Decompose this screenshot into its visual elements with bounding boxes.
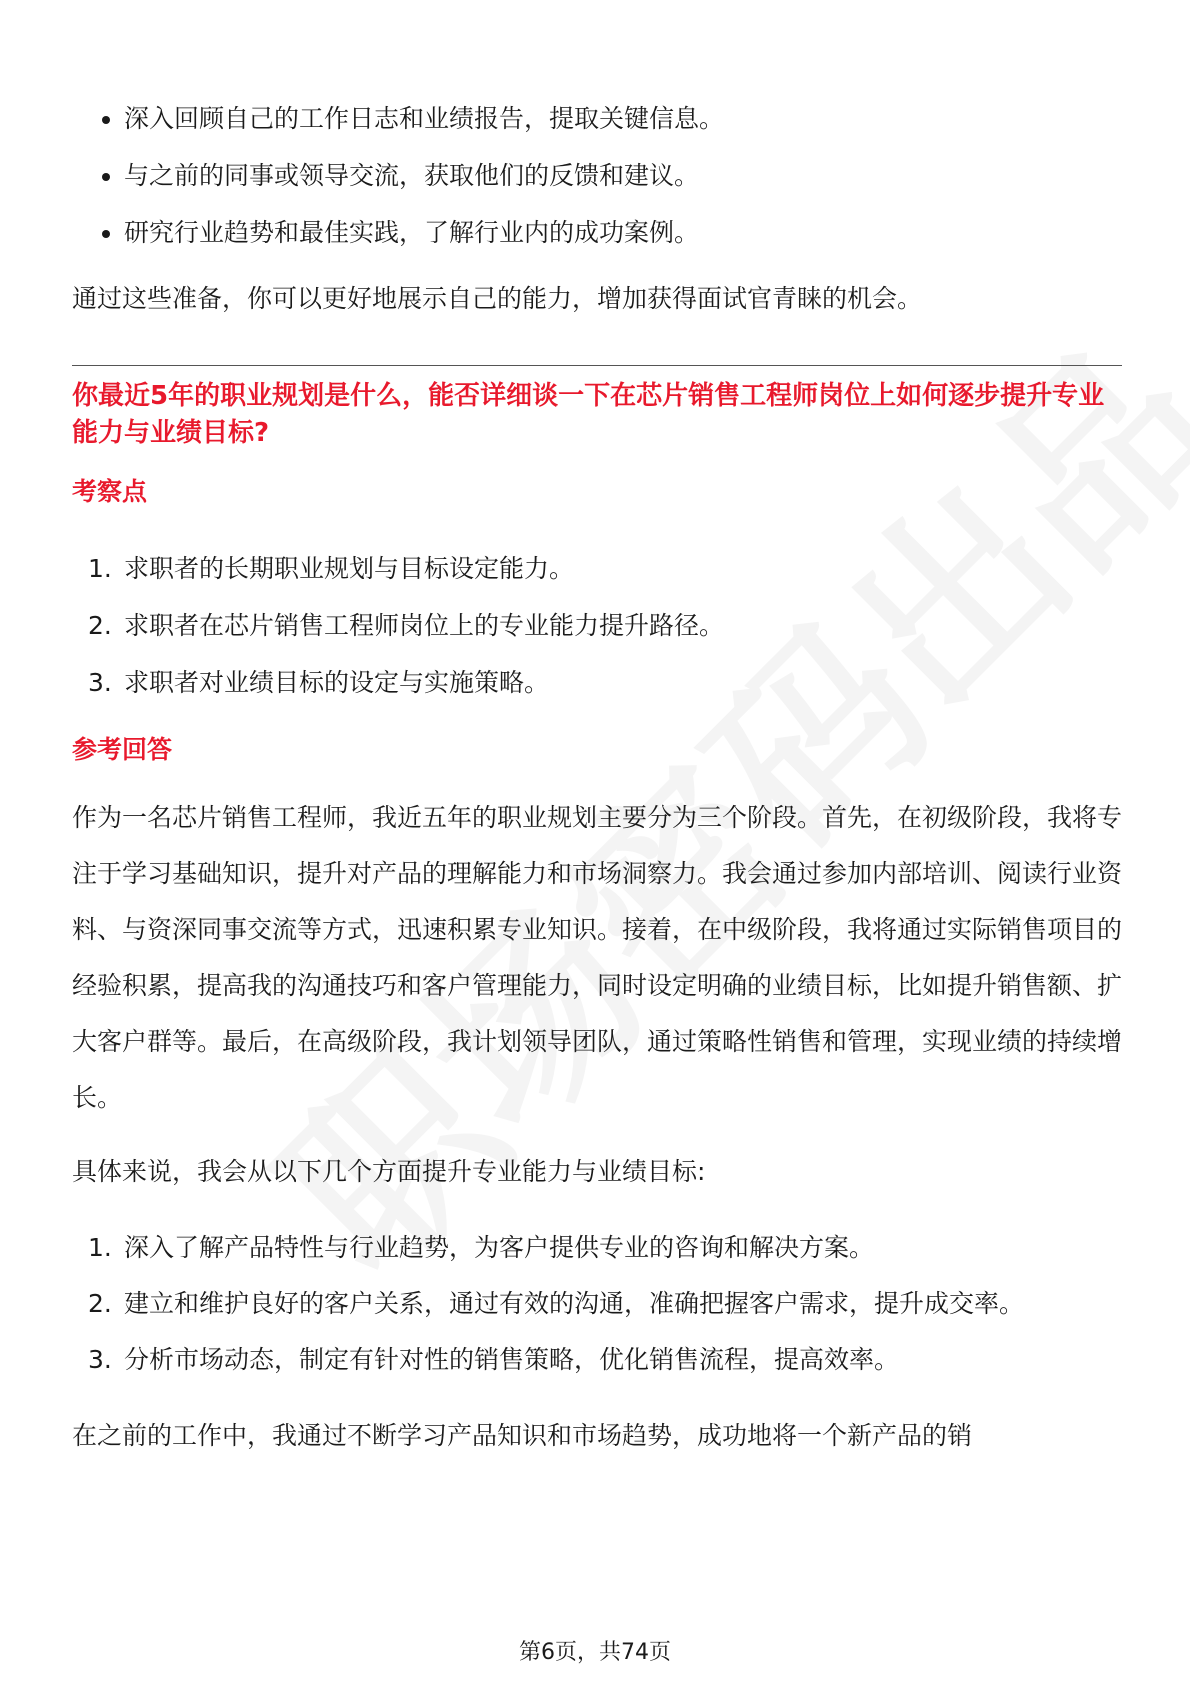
answer-list xyxy=(72,1220,1122,1388)
page-content xyxy=(72,100,1122,1464)
list-number: 2. xyxy=(88,1289,112,1318)
answer-title: 参考回答 xyxy=(72,735,173,764)
assessment-title: 考察点 xyxy=(72,477,148,506)
list-number: 3. xyxy=(88,1345,112,1374)
list-text: 求职者的长期职业规划与目标设定能力。 xyxy=(124,554,575,583)
list-number: 1. xyxy=(88,554,112,583)
page-number-footer: 第6页，共74页 xyxy=(519,1640,671,1665)
list-text: 建立和维护良好的客户关系，通过有效的沟通，准确把握客户需求，提升成交率。 xyxy=(124,1289,1025,1318)
list-text: 求职者对业绩目标的设定与实施策略。 xyxy=(124,668,550,697)
list-item xyxy=(72,607,1122,645)
list-item: 研究行业趋势和最佳实践，了解行业内的成功案例。 xyxy=(72,214,1122,252)
list-text: 深入了解产品特性与行业趋势，为客户提供专业的咨询和解决方案。 xyxy=(124,1233,875,1262)
closing-paragraph: 通过这些准备，你可以更好地展示自己的能力，增加获得面试官青睐的机会。 xyxy=(72,284,923,313)
list-item xyxy=(72,1332,1122,1388)
list-number: 1. xyxy=(88,1233,112,1262)
list-item xyxy=(72,550,1122,588)
section-divider xyxy=(72,365,1122,366)
assessment-list xyxy=(72,550,1122,702)
list-text: 求职者在芯片销售工程师岗位上的专业能力提升路径。 xyxy=(124,611,725,640)
answer-paragraph-3: 在之前的工作中，我通过不断学习产品知识和市场趋势，成功地将一个新产品的销 xyxy=(72,1421,973,1450)
list-item: 与之前的同事或领导交流，获取他们的反馈和建议。 xyxy=(72,157,1122,195)
list-item xyxy=(72,664,1122,702)
list-item: 深入回顾自己的工作日志和业绩报告，提取关键信息。 xyxy=(72,100,1122,138)
list-item xyxy=(72,1220,1122,1276)
list-text: 分析市场动态，制定有针对性的销售策略，优化销售流程，提高效率。 xyxy=(124,1345,900,1374)
answer-paragraph-1: 作为一名芯片销售工程师，我近五年的职业规划主要分为三个阶段。首先，在初级阶段，我将专注于学习基础知识，提升对产品的理解能力和市场洞察力。我会通过参加内部培训、阅读行业资料、与资深同事交流等方式，迅速积累专业知识。接着，在中级阶段，我将通过实际销售项目的经验积累，提高我的沟通技巧和客户管理能力，同时设定明确的业绩目标，比如提升销售额、扩大客户群等。最后，在高级阶段，我计划领导团队，通过策略性销售和管理，实现业绩的持续增长。 xyxy=(72,803,1123,1112)
top-bullet-list xyxy=(72,100,1122,252)
question-heading: 你最近5年的职业规划是什么，能否详细谈一下在芯片销售工程师岗位上如何逐步提升专业能力与业绩目标? xyxy=(72,381,1105,448)
answer-paragraph-2: 具体来说，我会从以下几个方面提升专业能力与业绩目标: xyxy=(72,1157,706,1186)
list-number: 3. xyxy=(88,668,112,697)
list-item xyxy=(72,1276,1122,1332)
list-number: 2. xyxy=(88,611,112,640)
